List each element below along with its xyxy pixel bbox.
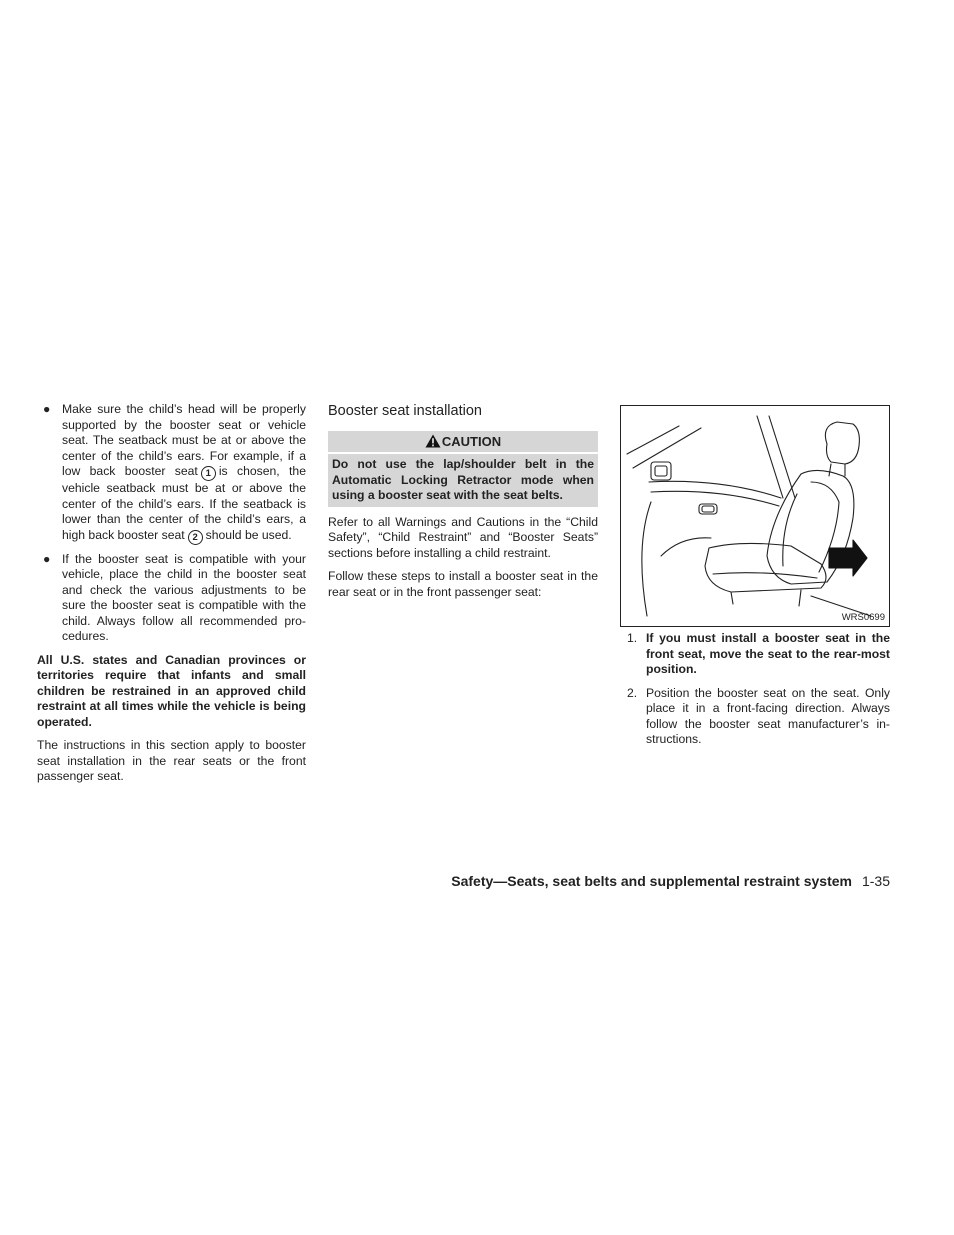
caution-label: CAUTION: [441, 434, 502, 449]
bullet-head-support: ● Make sure the child’s head will be properly supported by the booster seat or vehicle seat. The seatback must be at or above the center of the child’s ears. For example, if a low back booster seat 1 is chosen, the vehicle seatback must be at or above the center of the child’s ears. If the seatback is lower than the center of the child’s ears, a high back booster seat 2 should be used.: [43, 402, 306, 543]
right-column: [620, 405, 890, 748]
bullet-compatibility: ● If the booster seat is compatible with your vehicle, place the child in the booster seat and check the various adjustments to be sure the booster seat is compatible with the child. Always follow all recommended pro-cedures.: [43, 551, 306, 643]
step-1: 1. If you must install a booster seat in the front seat, move the seat to the rear-most position.: [627, 631, 890, 676]
left-column: [37, 402, 306, 785]
caution-header: [328, 431, 598, 452]
middle-column: [328, 402, 598, 600]
bullet-dot: ●: [43, 551, 51, 566]
scope-paragraph: The instructions in this section apply to booster seat installation in the rear seats or the front passenger seat.: [37, 738, 306, 783]
callout-2: 2: [188, 530, 203, 545]
callout-1: 1: [201, 466, 216, 481]
seat-illustration: [620, 405, 890, 627]
step-2: 2. Position the booster seat on the seat. Only place it in a front-facing direction. Always follow the booster seat manufacturer’s in-structions.: [627, 685, 890, 746]
warning-triangle-icon: [425, 434, 441, 448]
figure-code: WRS0699: [841, 612, 885, 623]
page-number: 1-35: [861, 873, 890, 889]
legal-requirement-paragraph: All U.S. states and Canadian provinces or territories require that infants and small children be restrained in an approved child restraint at all times while the vehicle is being operated.: [37, 652, 306, 729]
page-footer: [380, 872, 890, 890]
footer-title: Safety—Seats, seat belts and supplemental restraint system: [451, 873, 852, 889]
vehicle-seat-drawing: [621, 406, 889, 626]
steps-intro-paragraph: Follow these steps to install a booster seat in the rear seat or in the front passenger seat:: [328, 569, 598, 599]
section-heading: Booster seat installation: [328, 403, 482, 419]
refer-paragraph: Refer to all Warnings and Cautions in the “Child Safety”, “Child Restraint” and “Booster Seats” sections before installing a child restraint.: [328, 514, 598, 560]
bullet-dot: ●: [43, 402, 51, 416]
caution-box: [328, 431, 598, 507]
caution-text: Do not use the lap/shoulder belt in the Automatic Locking Retractor mode when using a booster seat with the seat belts.: [328, 454, 598, 507]
